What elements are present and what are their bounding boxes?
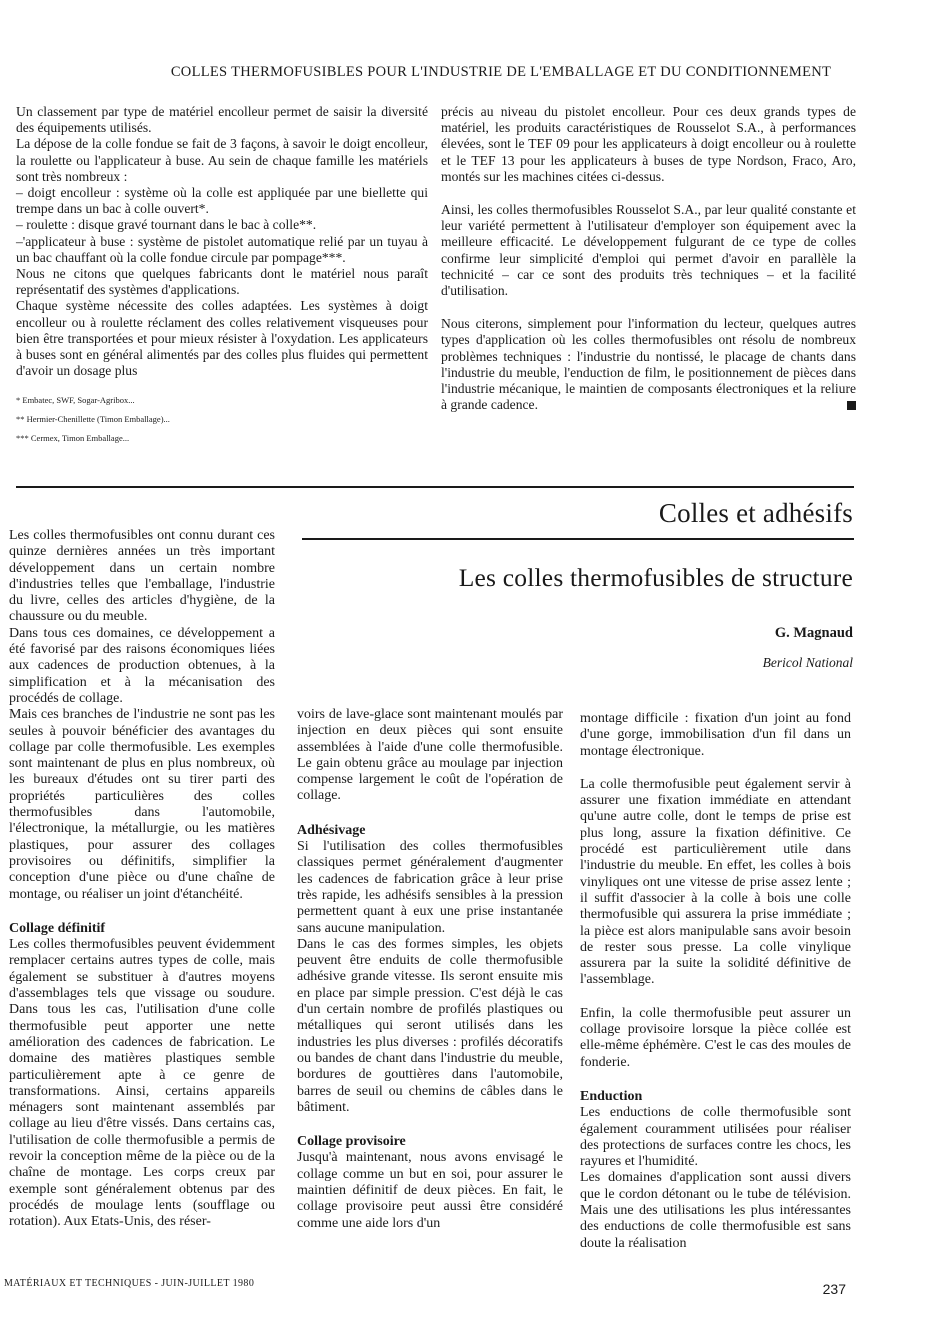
paragraph: Les colles thermofusibles ont connu durant ces quinze dernières années un très important développement dans un certain nombre d'industries telles que l'emballage, l'industrie du livre, celles des articles d'hygiène, de la chaussure ou du meuble.	[9, 528, 275, 625]
paragraph: – doigt encolleur : système où la colle est appliquée par une biellette qui trempe dans un bac à colle ouvert*.	[16, 185, 428, 217]
paragraph: montage difficile : fixation d'un joint au fond d'une gorge, immobilisation d'un fil dans un montage électronique.	[580, 711, 851, 759]
paragraph: Jusqu'à maintenant, nous avons envisagé le collage comme un but en soi, pour assurer le maintien définitif de deux pièces. En fait, le collage provisoire peut aussi être considéré comme une aide lors d'un	[297, 1150, 563, 1231]
title-rule	[302, 538, 854, 540]
section-title: Colles et adhésifs	[658, 498, 853, 528]
paragraph: Un classement par type de matériel encolleur permet de saisir la diversité des équipements utilisés.	[16, 104, 428, 136]
article-column-2	[297, 707, 563, 1232]
author: G. Magnaud	[774, 625, 853, 641]
paragraph: précis au niveau du pistolet encolleur. Pour ces deux grands types de matériel, les produits caractéristiques de Rousselot S.A., à performances élevées, sont le TEF 09 pour les applicateurs à doigt encolleur ou à roulette et le TEF 13 pour les applicateurs à buses de type Nordson, Fraco, Aro, montés sur les machines citées ci-dessus.	[441, 104, 856, 184]
section-heading: Collage provisoire	[297, 1134, 406, 1150]
paragraph: Les domaines d'application sont aussi divers que le cordon détonant ou le tube de télévision. Mais une des utilisations les plus intéressantes des enductions de colle thermofusible est sans doute la réalisation	[580, 1170, 851, 1251]
article-column-3	[580, 711, 851, 1252]
paragraph: Enfin, la colle thermofusible peut assurer un collage provisoire lorsque la pièce collée est elle-même éphémère. C'est le cas des moules de fonderie.	[580, 1005, 851, 1070]
paragraph: Nous ne citons que quelques fabricants dont le matériel nous paraît représentatif des systèmes d'applications.	[16, 266, 428, 298]
section-heading: Collage définitif	[9, 920, 106, 936]
paragraph-text: Nous citerons, simplement pour l'information du lecteur, quelques autres types d'application où les colles thermofusibles ont résolu de nombreux problèmes techniques : l'industrie du nontissé, le placage de chants dans l'industrie du meuble, l'enduction de film, le positionnement de pièces dans l'industrie mécanique, le maintien de composants électroniques et la reliure à grande cadence.	[441, 316, 856, 413]
paragraph: Chaque système nécessite des colles adaptées. Les systèmes à doigt encolleur ou à roulette réclament des colles relativement visqueuses pour bien être transportées et pour mieux résister à l'oxydation. Les applicateurs à buses sont en général alimentés par des colles plus fluides qui permettent d'avoir un dosage plus	[16, 298, 428, 379]
paragraph: Les colles thermofusibles peuvent évidemment remplacer certains autres types de colle, mais également se substituer à d'autres moyens d'assemblages tels que vissage ou soudure. Dans tous les cas, l'utilisation d'une colle thermofusible peut apporter une nette amélioration des cadences de fabrication. Le domaine des matières plastiques semble particulièrement apte à ce genre de transformations. Ainsi, certains appareils ménagers sont maintenant assemblés par collage au lieu d'être vissés. Dans certains cas, l'utilisation de colle thermofusible a permis de revoir la conception même de la pièce ou de la chaîne de montage. Les corps creux par exemple sont généralement obtenus par des procédés de moulage lents (soufflage ou rotation). Aux Etats-Unis, des réser-	[9, 937, 275, 1230]
paragraph: La dépose de la colle fondue se fait de 3 façons, à savoir le doigt encolleur, la roulette ou l'applicateur à buse. Au sein de chaque famille les matériels sont très nombreux :	[16, 136, 428, 184]
paragraph: Mais ces branches de l'industrie ne sont pas les seules à pouvoir bénéficier des avantages du collage par colle thermofusible. Les exemples sont maintenant de plus en plus nombreux, où les bureaux d'études ont su tirer parti des propriétés particulières des colles thermofusibles dans l'automobile, l'électronique, la métallurgie, ou les matières plastiques, pour assurer des collages provisoires ou définitifs, simplifier la conception d'une pièce ou d'une chaîne de montage, ou réaliser un joint d'étanchéité.	[9, 707, 275, 902]
footnotes	[16, 391, 428, 448]
end-of-article-mark	[847, 401, 856, 410]
article-title: Les colles thermofusibles de structure	[458, 563, 853, 592]
paragraph: La colle thermofusible peut également servir à assurer une fixation immédiate en attendant qu'une autre colle, dont le temps de prise est plus long, assure la fixation définitive. Ce procédé est particulièrement utile dans l'industrie du meuble. En effet, les colles à bois vinyliques ont une vitesse de prise assez lente ; il suffit d'associer à la colle à bois une colle thermofusible qui assurera la prise immédiate ; la pièce est alors manipulable sans avoir besoin de rester sous presse. La colle vinylique assurera par la suite la solidité définitive de l'assemblage.	[580, 776, 851, 988]
footnote: ** Hermier-Chenillette (Timon Emballage)...	[16, 414, 170, 425]
top-right-column	[441, 104, 856, 413]
paragraph: voirs de lave-glace sont maintenant moulés par injection en deux pièces qui sont ensuite assemblées à l'aide d'une colle thermofusible. Le gain obtenu grâce au moulage par injection compense largement le coût de l'opération de collage.	[297, 707, 563, 804]
paragraph: Ainsi, les colles thermofusibles Rousselot S.A., par leur qualité constante et leur variété permettent à l'utilisateur d'employer son équipement avec la meilleure efficacité. Le développement fulgurant de ce type de colles confirme leur simplicité d'emploi qui permet d'avoir en parallèle la technicité – car ce sont des produits très techniques – et la facilité d'utilisation.	[441, 202, 856, 299]
running-header: COLLES THERMOFUSIBLES POUR L'INDUSTRIE DE L'EMBALLAGE ET DU CONDITIONNEMENT	[170, 64, 832, 80]
paragraph: Dans le cas des formes simples, les objets peuvent être enduits de colle thermofusible adhésive grande vitesse. Ils seront ensuite mis en place par simple pression. C'est déjà le cas d'un certain nombre de profilés plastiques ou métalliques qui seront utilisés dans les industries les plus diverses : profilés décoratifs ou bandes de chant dans l'industrie du meuble, bordures de gouttières dans l'automobile, barres de seuil ou chemins de câbles dans le bâtiment.	[297, 936, 563, 1115]
paragraph: Les enductions de colle thermofusible sont également couramment utilisées pour réaliser des protections de surfaces contre les chocs, les rayures et l'humidité.	[580, 1105, 851, 1170]
article-column-1	[9, 528, 275, 1230]
section-divider	[16, 486, 854, 488]
footnote: *** Cermex, Timon Emballage...	[16, 433, 130, 444]
journal-footer: MATÉRIAUX ET TECHNIQUES - JUIN-JUILLET 1980	[4, 1278, 255, 1289]
page-number: 237	[822, 1281, 846, 1297]
paragraph: Si l'utilisation des colles thermofusibles classiques permet généralement d'augmenter les cadences de fabrication grâce à leur prise très rapide, les adhésifs sensibles à la pression permettent quant à eux une prise instantanée sans aucune manipulation.	[297, 839, 563, 936]
footnote: * Embatec, SWF, Sogar-Agribox...	[16, 395, 135, 406]
paragraph: –'applicateur à buse : système de pistolet automatique relié par un tuyau à un bac chauffant où la colle fondue circule par pompage***.	[16, 233, 428, 265]
paragraph: – roulette : disque gravé tournant dans le bac à colle**.	[16, 217, 317, 233]
section-heading: Adhésivage	[297, 822, 366, 838]
affiliation: Bericol National	[762, 655, 853, 670]
top-left-column	[16, 104, 428, 448]
paragraph	[441, 316, 856, 413]
paragraph: Dans tous ces domaines, ce développement a été favorisé par des raisons économiques liées aux cadences de production obtenues, à la simplification et à la mécanisation des procédés de collage.	[9, 625, 275, 706]
section-heading: Enduction	[580, 1088, 643, 1104]
